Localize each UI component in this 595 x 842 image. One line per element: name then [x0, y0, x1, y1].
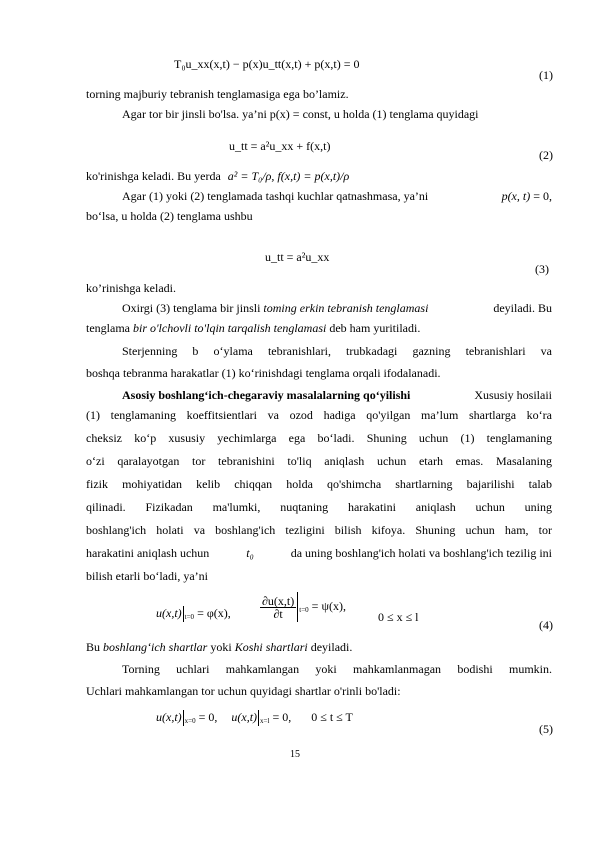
paragraph-2: Agar tor bir jinsli bo'lsa. ya’ni p(x) = const, u holda (1) tenglama quyidagi	[122, 107, 479, 121]
equation-2	[229, 139, 330, 153]
equation-5-a-rhs: = 0,	[198, 710, 218, 724]
equation-4-right-sub: t=0	[299, 605, 309, 614]
paragraph-8-line-3: cheksiz ko‘p xususiy yechimlarga ega bo‘ladi. Shuning uchun (1) tenglamaning	[86, 431, 552, 445]
equation-4-number: (4)	[539, 618, 553, 632]
paragraph-6-emphasis-1: toming erkin tebranish tenglamasi	[263, 301, 429, 315]
paragraph-9-text-c: deyiladi.	[310, 640, 353, 654]
equation-5-number: (5)	[539, 722, 553, 736]
paragraph-8-text-8b: da uning boshlang'ich holati va boshlang'ich tezilig ini	[290, 546, 552, 560]
equation-3-number: (3)	[535, 262, 549, 276]
paragraph-6-emphasis-2: bir o'lchovli to'lqin tarqalish tenglamasi	[132, 321, 327, 335]
paragraph-6-text-b: deyiladi. Bu	[493, 301, 552, 315]
equation-4-left-sub: t=0	[184, 613, 195, 621]
paragraph-3-text: ko'rinishga keladi. Bu yerda	[86, 169, 221, 183]
paragraph-9-emphasis-2: Koshi shartlari	[234, 640, 308, 654]
paragraph-3-formula: a² = T₀/ρ, f(x,t) = p(x,t)/ρ	[227, 169, 350, 183]
paragraph-5: ko’rinishga keladi.	[86, 281, 176, 295]
paragraph-8-text-8a: harakatini aniqlash uchun	[86, 546, 210, 560]
paragraph-7-line-2: boshqa tebranma harakatlar (1) ko‘rinishdagi tenglama orqali ifodalanadi.	[86, 366, 441, 380]
equation-2-number: (2)	[539, 148, 553, 162]
paragraph-4-text-a: Agar (1) yoki (2) tenglamada tashqi kuchlar qatnashmasa, ya’ni	[122, 189, 429, 203]
page-number: 15	[290, 749, 300, 760]
equation-4-right-rhs: = ψ(x),	[311, 598, 346, 613]
paragraph-9	[86, 640, 352, 654]
equation-1	[174, 57, 359, 71]
equation-4-denominator: ∂t	[273, 606, 283, 621]
paragraph-6-text-d: deb ham yuritiladi.	[329, 321, 421, 335]
paragraph-8-line-1	[122, 388, 552, 402]
paragraph-6-text-a: Oxirgi (3) tenglama bir jinsli	[122, 301, 261, 315]
paragraph-4-line-2: bo‘lsa, u holda (2) tenglama ushbu	[86, 209, 253, 223]
equation-4-numerator: ∂u(x,t)	[262, 593, 295, 608]
equation-1-number: (1)	[539, 68, 553, 82]
paragraph-6-text-c: tenglama	[86, 321, 130, 335]
paragraph-8-line-6: qilinadi. Fizikadan ma'lumki, nuqtaning harakatini aniqlash uchun uning	[86, 500, 552, 514]
paragraph-8-line-7: boshlang'ich holati va boshlang'ich tezligini bilish kifoya. Shuning uchun ham, tor	[86, 523, 552, 537]
equation-5-b-rhs: = 0,	[272, 710, 292, 724]
equation-5	[156, 710, 353, 728]
equation-5-domain: 0 ≤ t ≤ T	[311, 710, 353, 724]
equation-3-formula: u_tt = a²u_xx	[265, 250, 330, 264]
equation-3	[265, 250, 329, 264]
paragraph-4-expr: p(x, t)	[501, 189, 531, 203]
equation-4-domain: 0 ≤ x ≤ l	[378, 610, 419, 624]
paragraph-10-line-2: Uchlari mahkamlangan tor uchun quyidagi shartlar o'rinli bo'ladi:	[86, 684, 401, 698]
paragraph-1: torning majburiy tebranish tenglamasiga ega bo’lamiz.	[86, 87, 349, 101]
equation-4-left-rhs: = φ(x),	[197, 606, 231, 620]
equation-5-a: u(x,t)	[156, 710, 182, 724]
paragraph-9-text-b: yoki	[210, 640, 232, 654]
paragraph-8-t0: t₀	[246, 546, 254, 560]
paragraph-7-line-1: Sterjenning b o‘ylama tebranishlari, trubkadagi gazning tebranishlari va	[122, 344, 552, 358]
paragraph-4-text-b: = 0,	[533, 189, 552, 203]
paragraph-9-text-a: Bu	[86, 640, 101, 654]
equation-5-b-sub: x=l	[260, 717, 270, 725]
paragraph-3	[86, 169, 349, 183]
equation-5-b: u(x,t)	[231, 710, 258, 724]
paragraph-10-line-1: Torning uchlari mahkamlangan yoki mahkamlanmagan bodishi mumkin.	[122, 662, 552, 676]
equation-5-a-sub: x=0	[184, 717, 196, 725]
paragraph-8-line-5: fizik mohiyatidan kelib chiqqan holda qo'shimcha shartlarning bajarilishi talab	[86, 477, 552, 491]
paragraph-8-line-9: bilish etarli bo‘ladi, ya’ni	[86, 569, 208, 583]
paragraph-8-line-2: (1) tenglamaning koeffitsientlari va ozod hadiga qo'yilgan ma’lum shartlarga ko‘ra	[86, 408, 552, 422]
paragraph-6-line-2	[86, 321, 420, 335]
paragraph-8-line-4: o‘zi qaralayotgan tor tebranishini to'liq aniqlash uchun etarh emas. Masalaning	[86, 454, 552, 468]
paragraph-6-line-1	[122, 301, 552, 315]
equation-4-left: u(x,t)	[156, 606, 182, 620]
paragraph-4-line-1	[122, 189, 552, 203]
paragraph-8-text-1: Xususiy hosilaii	[474, 388, 552, 402]
equation-2-formula: u_tt = a²u_xx + f(x,t)	[229, 139, 331, 153]
paragraph-8-heading: Asosiy boshlang‘ich-chegaraviy masalalarning qo‘yilishi	[122, 388, 411, 402]
paragraph-9-emphasis-1: boshlang‘ich shartlar	[103, 640, 208, 654]
equation-1-formula: T₀u_xx(x,t) − p(x)u_tt(x,t) + p(x,t) = 0	[174, 57, 360, 71]
paragraph-8-line-8	[86, 546, 552, 560]
